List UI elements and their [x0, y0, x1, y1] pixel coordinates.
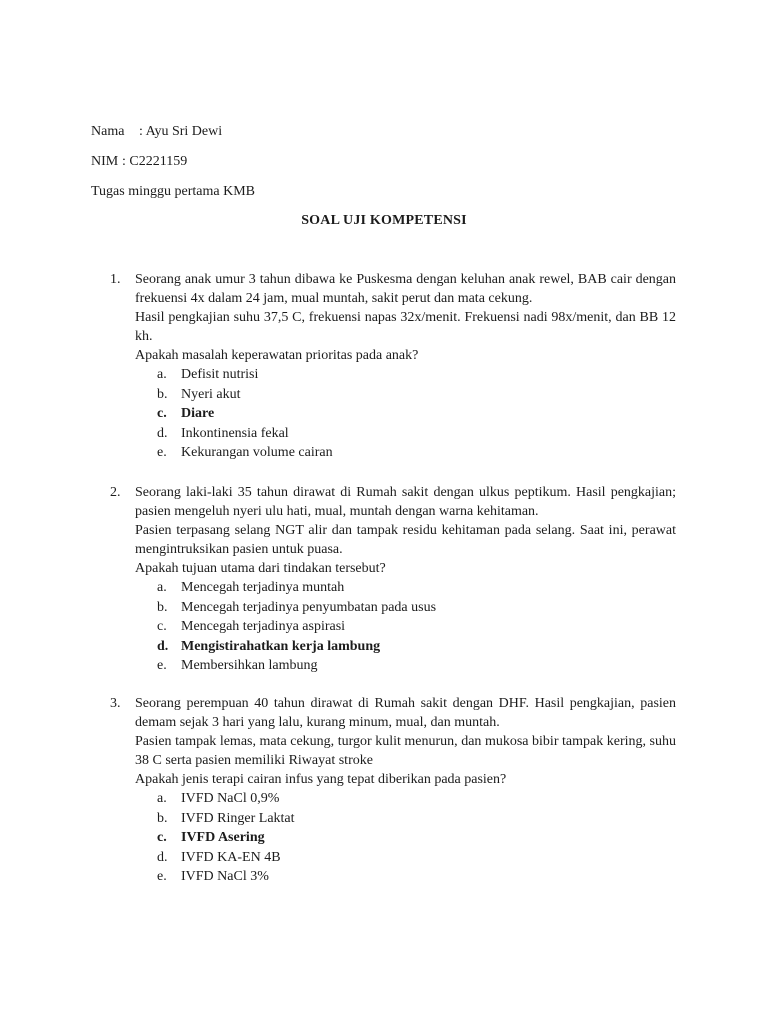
- option-letter: a.: [157, 580, 167, 595]
- option-text: IVFD Ringer Laktat: [181, 810, 295, 826]
- question-body: [135, 694, 676, 887]
- question-prompt: Apakah masalah keperawatan prioritas pada anak?: [135, 348, 419, 363]
- question-paragraph: Pasien terpasang selang NGT alir dan tampak residu kehitaman pada selang. Saat ini, perawat mengintruksikan pasien untuk puasa.: [135, 523, 676, 557]
- option-text: Membersihkan lambung: [181, 658, 318, 673]
- page-title: SOAL UJI KOMPETENSI: [301, 213, 467, 228]
- assignment-line: Tugas minggu pertama KMB: [91, 184, 255, 199]
- option-text: Inkontinensia fekal: [181, 425, 289, 441]
- option-letter: e.: [157, 658, 167, 673]
- question-body: [135, 483, 676, 676]
- question-number: 3.: [110, 696, 121, 711]
- answer-options: [135, 789, 676, 887]
- option-letter: a.: [157, 367, 167, 382]
- answer-option-e: [135, 656, 676, 676]
- answer-option-c: [135, 404, 676, 424]
- question-paragraph: Hasil pengkajian suhu 37,5 C, frekuensi napas 32x/menit. Frekuensi nadi 98x/menit, dan BB 12 kh.: [135, 310, 676, 344]
- student-name-line: [91, 123, 222, 141]
- answer-option-e: [135, 443, 676, 463]
- option-letter: e.: [157, 445, 167, 460]
- answer-option-b: [135, 385, 676, 405]
- option-text: Diare: [181, 406, 215, 421]
- option-letter: a.: [157, 791, 167, 806]
- student-nim-line: [91, 153, 187, 171]
- option-letter: d.: [157, 638, 169, 654]
- answer-options: [135, 578, 676, 676]
- option-text: IVFD NaCl 0,9%: [181, 791, 280, 806]
- option-text: Mencegah terjadinya aspirasi: [181, 619, 346, 634]
- option-text: Kekurangan volume cairan: [181, 445, 333, 460]
- option-letter: c.: [157, 619, 167, 634]
- option-text: Defisit nutrisi: [181, 367, 259, 382]
- answer-option-d: [135, 424, 676, 444]
- option-text: Mencegah terjadinya penyumbatan pada usus: [181, 599, 437, 615]
- option-letter: d.: [157, 849, 168, 865]
- question-paragraph: Seorang laki-laki 35 tahun dirawat di Rumah sakit dengan ulkus peptikum. Hasil pengkajian; pasien mengeluh nyeri ulu hati, mual, muntah dengan warna kehitaman.: [135, 485, 676, 519]
- option-text: Nyeri akut: [181, 386, 241, 402]
- option-letter: b.: [157, 810, 168, 826]
- answer-option-d: [135, 637, 676, 657]
- question-paragraph: Pasien tampak lemas, mata cekung, turgor kulit menurun, dan mukosa bibir tampak kering, suhu 38 C serta pasien memiliki Riwayat stroke: [135, 734, 676, 768]
- question-prompt: Apakah tujuan utama dari tindakan tersebut?: [135, 561, 386, 576]
- nim-label: NIM: [91, 154, 119, 169]
- answer-option-a: [135, 789, 676, 809]
- option-letter: d.: [157, 425, 168, 441]
- option-letter: c.: [157, 830, 167, 845]
- answer-option-e: [135, 867, 676, 887]
- name-value: : Ayu Sri Dewi: [139, 124, 223, 139]
- answer-option-b: [135, 598, 676, 618]
- question-paragraph: Seorang anak umur 3 tahun dibawa ke Puskesma dengan keluhan anak rewel, BAB cair dengan frekuensi 4x dalam 24 jam, mual muntah, sakit perut dan mata cekung.: [135, 272, 676, 306]
- question-paragraph: Seorang perempuan 40 tahun dirawat di Rumah sakit dengan DHF. Hasil pengkajian, pasien demam sejak 3 hari yang lalu, kurang minum, mual, dan muntah.: [135, 696, 676, 730]
- question-number: 2.: [110, 485, 121, 500]
- answer-option-a: [135, 365, 676, 385]
- option-text: IVFD KA-EN 4B: [181, 849, 281, 865]
- option-letter: b.: [157, 599, 168, 615]
- option-letter: c.: [157, 406, 167, 421]
- answer-option-a: [135, 578, 676, 598]
- answer-option-b: [135, 809, 676, 829]
- option-letter: e.: [157, 869, 167, 884]
- option-text: Mencegah terjadinya muntah: [181, 580, 345, 595]
- question-prompt: Apakah jenis terapi cairan infus yang tepat diberikan pada pasien?: [135, 772, 507, 787]
- answer-options: [135, 365, 676, 463]
- question-number: 1.: [110, 272, 121, 287]
- question-body: [135, 270, 676, 463]
- option-text: IVFD NaCl 3%: [181, 869, 269, 884]
- option-text: IVFD Asering: [181, 830, 265, 845]
- answer-option-c: [135, 828, 676, 848]
- answer-option-d: [135, 848, 676, 868]
- answer-option-c: [135, 617, 676, 637]
- name-label: Nama: [91, 124, 125, 139]
- nim-value: : C2221159: [122, 154, 188, 169]
- option-letter: b.: [157, 386, 168, 402]
- option-text: Mengistirahatkan kerja lambung: [181, 638, 381, 654]
